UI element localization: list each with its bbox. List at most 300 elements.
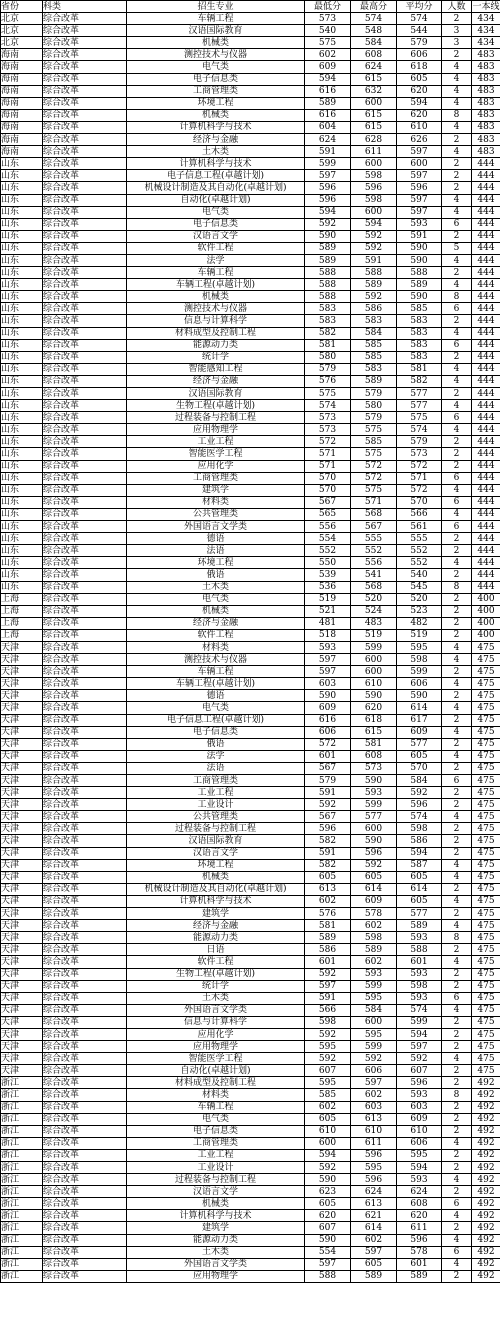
- cell-province: 山东: [1, 375, 43, 387]
- cell-first-tier-line: 475: [472, 944, 500, 956]
- cell-category: 综合改革: [43, 992, 127, 1004]
- cell-avg-score: 593: [397, 932, 442, 944]
- cell-avg-score: 587: [397, 859, 442, 871]
- cell-province: 山东: [1, 496, 43, 508]
- cell-count: 2: [442, 883, 472, 895]
- cell-first-tier-line: 475: [472, 859, 500, 871]
- cell-province: 天津: [1, 968, 43, 980]
- cell-min-score: 610: [305, 1125, 351, 1137]
- table-row: [1, 654, 500, 666]
- table-row: [1, 194, 500, 206]
- cell-avg-score: 595: [397, 1149, 442, 1161]
- cell-first-tier-line: 444: [472, 303, 500, 315]
- cell-category: 综合改革: [43, 533, 127, 545]
- cell-max-score: 483: [351, 617, 397, 629]
- cell-count: 4: [442, 508, 472, 520]
- cell-min-score: 575: [305, 388, 351, 400]
- table-row: [1, 787, 500, 799]
- cell-major: 计算机科学与技术: [127, 121, 305, 133]
- cell-category: 综合改革: [43, 678, 127, 690]
- cell-province: 山东: [1, 388, 43, 400]
- cell-first-tier-line: 483: [472, 49, 500, 61]
- table-row: [1, 254, 500, 266]
- table-body: [1, 13, 500, 1283]
- cell-max-score: 618: [351, 714, 397, 726]
- cell-min-score: 565: [305, 508, 351, 520]
- cell-count: 2: [442, 944, 472, 956]
- cell-category: 综合改革: [43, 908, 127, 920]
- cell-count: 2: [442, 1077, 472, 1089]
- cell-province: 浙江: [1, 1222, 43, 1234]
- cell-max-score: 599: [351, 1041, 397, 1053]
- table-row: [1, 920, 500, 932]
- cell-max-score: 586: [351, 303, 397, 315]
- table-row: [1, 146, 500, 158]
- cell-major: 材料类: [127, 641, 305, 653]
- cell-category: 综合改革: [43, 1174, 127, 1186]
- cell-min-score: 589: [305, 254, 351, 266]
- cell-max-score: 624: [351, 1186, 397, 1198]
- cell-province: 天津: [1, 714, 43, 726]
- cell-category: 综合改革: [43, 134, 127, 146]
- cell-avg-score: 520: [397, 593, 442, 605]
- cell-min-score: 556: [305, 521, 351, 533]
- cell-count: 2: [442, 799, 472, 811]
- cell-first-tier-line: 400: [472, 605, 500, 617]
- cell-count: 2: [442, 230, 472, 242]
- cell-category: 综合改革: [43, 267, 127, 279]
- cell-max-score: 568: [351, 581, 397, 593]
- cell-category: 综合改革: [43, 883, 127, 895]
- cell-province: 天津: [1, 1016, 43, 1028]
- cell-max-score: 606: [351, 1065, 397, 1077]
- table-row: [1, 61, 500, 73]
- cell-min-score: 589: [305, 97, 351, 109]
- cell-avg-score: 605: [397, 895, 442, 907]
- cell-avg-score: 574: [397, 424, 442, 436]
- cell-count: 2: [442, 1101, 472, 1113]
- cell-count: 8: [442, 581, 472, 593]
- cell-max-score: 600: [351, 823, 397, 835]
- cell-max-score: 592: [351, 242, 397, 254]
- cell-count: 2: [442, 1041, 472, 1053]
- cell-max-score: 600: [351, 1016, 397, 1028]
- cell-max-score: 596: [351, 182, 397, 194]
- table-row: [1, 726, 500, 738]
- cell-count: 4: [442, 702, 472, 714]
- cell-max-score: 610: [351, 1125, 397, 1137]
- cell-province: 山东: [1, 569, 43, 581]
- cell-min-score: 579: [305, 775, 351, 787]
- cell-max-score: 591: [351, 254, 397, 266]
- cell-max-score: 620: [351, 702, 397, 714]
- cell-major: 电气类: [127, 1113, 305, 1125]
- cell-first-tier-line: 475: [472, 908, 500, 920]
- cell-major: 德语: [127, 690, 305, 702]
- cell-min-score: 554: [305, 533, 351, 545]
- cell-count: 2: [442, 1028, 472, 1040]
- cell-major: 车辆工程: [127, 666, 305, 678]
- cell-min-score: 589: [305, 932, 351, 944]
- table-row: [1, 690, 500, 702]
- cell-major: 建筑学: [127, 1222, 305, 1234]
- table-row: [1, 557, 500, 569]
- cell-count: 4: [442, 1234, 472, 1246]
- cell-avg-score: 561: [397, 521, 442, 533]
- cell-max-score: 556: [351, 557, 397, 569]
- cell-category: 综合改革: [43, 73, 127, 85]
- cell-max-score: 613: [351, 1198, 397, 1210]
- cell-count: 2: [442, 617, 472, 629]
- cell-count: 6: [442, 412, 472, 424]
- cell-major: 能源动力类: [127, 1234, 305, 1246]
- cell-avg-score: 600: [397, 158, 442, 170]
- cell-min-score: 583: [305, 303, 351, 315]
- cell-count: 2: [442, 545, 472, 557]
- cell-count: 4: [442, 400, 472, 412]
- cell-category: 综合改革: [43, 702, 127, 714]
- cell-min-score: 582: [305, 835, 351, 847]
- cell-major: 信息与计算科学: [127, 315, 305, 327]
- cell-major: 土木类: [127, 581, 305, 593]
- cell-category: 综合改革: [43, 230, 127, 242]
- cell-province: 上海: [1, 593, 43, 605]
- cell-province: 天津: [1, 835, 43, 847]
- cell-major: 土木类: [127, 992, 305, 1004]
- cell-first-tier-line: 400: [472, 593, 500, 605]
- cell-major: 应用物理学: [127, 424, 305, 436]
- cell-min-score: 582: [305, 327, 351, 339]
- cell-major: 机械设计制造及其自动化(卓越计划): [127, 182, 305, 194]
- cell-count: 2: [442, 267, 472, 279]
- cell-first-tier-line: 475: [472, 666, 500, 678]
- cell-max-score: 600: [351, 97, 397, 109]
- cell-first-tier-line: 475: [472, 641, 500, 653]
- cell-category: 综合改革: [43, 1041, 127, 1053]
- cell-max-score: 575: [351, 424, 397, 436]
- cell-first-tier-line: 444: [472, 412, 500, 424]
- cell-avg-score: 599: [397, 666, 442, 678]
- cell-avg-score: 552: [397, 557, 442, 569]
- cell-category: 综合改革: [43, 545, 127, 557]
- cell-min-score: 576: [305, 908, 351, 920]
- cell-count: 2: [442, 158, 472, 170]
- cell-min-score: 536: [305, 581, 351, 593]
- cell-avg-score: 626: [397, 134, 442, 146]
- cell-first-tier-line: 475: [472, 775, 500, 787]
- header-category: 科类: [43, 1, 127, 13]
- cell-min-score: 606: [305, 726, 351, 738]
- cell-max-score: 579: [351, 412, 397, 424]
- cell-category: 综合改革: [43, 859, 127, 871]
- cell-major: 能源动力类: [127, 339, 305, 351]
- table-row: [1, 484, 500, 496]
- table-row: [1, 932, 500, 944]
- cell-first-tier-line: 444: [472, 254, 500, 266]
- cell-first-tier-line: 492: [472, 1246, 500, 1258]
- cell-count: 4: [442, 726, 472, 738]
- cell-major: 法语: [127, 545, 305, 557]
- cell-category: 综合改革: [43, 206, 127, 218]
- cell-avg-score: 590: [397, 254, 442, 266]
- table-row: [1, 73, 500, 85]
- cell-province: 天津: [1, 847, 43, 859]
- table-row: [1, 460, 500, 472]
- cell-min-score: 616: [305, 714, 351, 726]
- cell-count: 6: [442, 775, 472, 787]
- table-row: [1, 1174, 500, 1186]
- cell-avg-score: 609: [397, 726, 442, 738]
- cell-min-score: 540: [305, 25, 351, 37]
- cell-avg-score: 620: [397, 85, 442, 97]
- cell-major: 建筑学: [127, 484, 305, 496]
- table-row: [1, 363, 500, 375]
- cell-avg-score: 598: [397, 980, 442, 992]
- table-row: [1, 49, 500, 61]
- cell-count: 4: [442, 859, 472, 871]
- cell-province: 北京: [1, 13, 43, 25]
- cell-count: 2: [442, 448, 472, 460]
- cell-avg-score: 577: [397, 738, 442, 750]
- cell-min-score: 623: [305, 1186, 351, 1198]
- cell-max-score: 584: [351, 37, 397, 49]
- cell-count: 2: [442, 533, 472, 545]
- cell-first-tier-line: 475: [472, 1004, 500, 1016]
- table-row: [1, 1113, 500, 1125]
- cell-province: 浙江: [1, 1234, 43, 1246]
- cell-province: 山东: [1, 194, 43, 206]
- cell-category: 综合改革: [43, 1137, 127, 1149]
- cell-province: 山东: [1, 254, 43, 266]
- cell-province: 海南: [1, 73, 43, 85]
- cell-min-score: 580: [305, 351, 351, 363]
- cell-province: 天津: [1, 811, 43, 823]
- cell-category: 综合改革: [43, 460, 127, 472]
- cell-major: 计算机科学与技术: [127, 158, 305, 170]
- cell-min-score: 573: [305, 424, 351, 436]
- cell-province: 浙江: [1, 1137, 43, 1149]
- cell-category: 综合改革: [43, 726, 127, 738]
- cell-first-tier-line: 444: [472, 194, 500, 206]
- cell-category: 综合改革: [43, 1004, 127, 1016]
- cell-major: 工商管理类: [127, 775, 305, 787]
- table-row: [1, 109, 500, 121]
- cell-avg-score: 572: [397, 484, 442, 496]
- cell-province: 天津: [1, 1065, 43, 1077]
- cell-first-tier-line: 475: [472, 883, 500, 895]
- cell-first-tier-line: 492: [472, 1162, 500, 1174]
- cell-province: 浙江: [1, 1270, 43, 1282]
- cell-min-score: 552: [305, 545, 351, 557]
- cell-min-score: 605: [305, 1198, 351, 1210]
- cell-category: 综合改革: [43, 641, 127, 653]
- cell-category: 综合改革: [43, 279, 127, 291]
- cell-first-tier-line: 475: [472, 895, 500, 907]
- cell-province: 天津: [1, 883, 43, 895]
- cell-count: 4: [442, 146, 472, 158]
- cell-major: 汉语言文学: [127, 230, 305, 242]
- cell-category: 综合改革: [43, 690, 127, 702]
- cell-avg-score: 577: [397, 388, 442, 400]
- cell-avg-score: 545: [397, 581, 442, 593]
- cell-min-score: 596: [305, 194, 351, 206]
- table-row: [1, 1246, 500, 1258]
- cell-min-score: 616: [305, 85, 351, 97]
- table-header-row: [1, 1, 500, 13]
- cell-category: 综合改革: [43, 484, 127, 496]
- cell-max-score: 590: [351, 835, 397, 847]
- cell-count: 2: [442, 690, 472, 702]
- cell-max-score: 555: [351, 533, 397, 545]
- cell-max-score: 600: [351, 666, 397, 678]
- cell-major: 应用物理学: [127, 1270, 305, 1282]
- cell-max-score: 614: [351, 883, 397, 895]
- cell-major: 法学: [127, 254, 305, 266]
- cell-major: 过程装备与控制工程: [127, 823, 305, 835]
- cell-major: 应用化学: [127, 460, 305, 472]
- cell-avg-score: 482: [397, 617, 442, 629]
- cell-province: 海南: [1, 146, 43, 158]
- table-row: [1, 158, 500, 170]
- cell-max-score: 585: [351, 351, 397, 363]
- cell-first-tier-line: 483: [472, 109, 500, 121]
- cell-first-tier-line: 475: [472, 992, 500, 1004]
- cell-min-score: 613: [305, 883, 351, 895]
- cell-max-score: 519: [351, 629, 397, 641]
- cell-major: 工商管理类: [127, 1137, 305, 1149]
- cell-province: 天津: [1, 641, 43, 653]
- cell-count: 4: [442, 811, 472, 823]
- cell-avg-score: 610: [397, 1125, 442, 1137]
- cell-first-tier-line: 483: [472, 146, 500, 158]
- cell-province: 海南: [1, 85, 43, 97]
- cell-first-tier-line: 492: [472, 1101, 500, 1113]
- cell-category: 综合改革: [43, 400, 127, 412]
- table-row: [1, 170, 500, 182]
- cell-max-score: 571: [351, 496, 397, 508]
- cell-max-score: 593: [351, 968, 397, 980]
- cell-avg-score: 608: [397, 1198, 442, 1210]
- cell-max-score: 599: [351, 799, 397, 811]
- cell-category: 综合改革: [43, 944, 127, 956]
- cell-province: 山东: [1, 303, 43, 315]
- cell-avg-score: 594: [397, 1028, 442, 1040]
- cell-min-score: 567: [305, 762, 351, 774]
- cell-min-score: 603: [305, 678, 351, 690]
- cell-min-score: 624: [305, 134, 351, 146]
- cell-avg-score: 577: [397, 400, 442, 412]
- table-row: [1, 134, 500, 146]
- cell-max-score: 524: [351, 605, 397, 617]
- table-row: [1, 472, 500, 484]
- table-row: [1, 303, 500, 315]
- cell-avg-score: 586: [397, 835, 442, 847]
- cell-avg-score: 618: [397, 61, 442, 73]
- cell-first-tier-line: 444: [472, 521, 500, 533]
- cell-first-tier-line: 475: [472, 1041, 500, 1053]
- cell-min-score: 519: [305, 593, 351, 605]
- cell-count: 6: [442, 992, 472, 1004]
- cell-category: 综合改革: [43, 49, 127, 61]
- cell-min-score: 570: [305, 472, 351, 484]
- table-row: [1, 641, 500, 653]
- cell-max-score: 598: [351, 194, 397, 206]
- cell-major: 汉语言文学: [127, 847, 305, 859]
- cell-major: 智能医学工程: [127, 1053, 305, 1065]
- cell-province: 山东: [1, 412, 43, 424]
- cell-category: 综合改革: [43, 218, 127, 230]
- cell-min-score: 582: [305, 859, 351, 871]
- table-row: [1, 13, 500, 25]
- cell-first-tier-line: 444: [472, 424, 500, 436]
- cell-max-score: 593: [351, 787, 397, 799]
- cell-province: 山东: [1, 170, 43, 182]
- cell-max-score: 595: [351, 1162, 397, 1174]
- cell-max-score: 583: [351, 315, 397, 327]
- table-row: [1, 629, 500, 641]
- cell-first-tier-line: 492: [472, 1077, 500, 1089]
- cell-count: 6: [442, 496, 472, 508]
- cell-count: 2: [442, 714, 472, 726]
- cell-max-score: 632: [351, 85, 397, 97]
- table-row: [1, 871, 500, 883]
- cell-first-tier-line: 483: [472, 134, 500, 146]
- cell-avg-score: 620: [397, 109, 442, 121]
- table-row: [1, 315, 500, 327]
- cell-category: 综合改革: [43, 1077, 127, 1089]
- cell-min-score: 570: [305, 484, 351, 496]
- table-row: [1, 980, 500, 992]
- cell-count: 6: [442, 521, 472, 533]
- cell-max-score: 592: [351, 230, 397, 242]
- cell-count: 2: [442, 315, 472, 327]
- table-row: [1, 1198, 500, 1210]
- cell-min-score: 592: [305, 1162, 351, 1174]
- table-row: [1, 1137, 500, 1149]
- cell-avg-score: 570: [397, 496, 442, 508]
- cell-major: 应用物理学: [127, 1041, 305, 1053]
- cell-first-tier-line: 444: [472, 327, 500, 339]
- cell-max-score: 614: [351, 1222, 397, 1234]
- cell-first-tier-line: 444: [472, 375, 500, 387]
- cell-max-score: 590: [351, 775, 397, 787]
- table-row: [1, 97, 500, 109]
- cell-min-score: 592: [305, 218, 351, 230]
- cell-count: 4: [442, 1210, 472, 1222]
- cell-province: 山东: [1, 158, 43, 170]
- cell-avg-score: 593: [397, 992, 442, 1004]
- cell-province: 天津: [1, 920, 43, 932]
- cell-avg-score: 594: [397, 1162, 442, 1174]
- cell-min-score: 590: [305, 1174, 351, 1186]
- cell-count: 2: [442, 847, 472, 859]
- cell-first-tier-line: 444: [472, 533, 500, 545]
- cell-major: 工业设计: [127, 799, 305, 811]
- table-row: [1, 218, 500, 230]
- cell-first-tier-line: 444: [472, 484, 500, 496]
- cell-avg-score: 599: [397, 1016, 442, 1028]
- table-row: [1, 944, 500, 956]
- cell-province: 山东: [1, 327, 43, 339]
- cell-category: 综合改革: [43, 811, 127, 823]
- cell-first-tier-line: 444: [472, 363, 500, 375]
- cell-count: 2: [442, 1270, 472, 1282]
- cell-max-score: 595: [351, 1028, 397, 1040]
- cell-min-score: 566: [305, 1004, 351, 1016]
- cell-province: 天津: [1, 702, 43, 714]
- cell-first-tier-line: 475: [472, 702, 500, 714]
- cell-major: 工业工程: [127, 787, 305, 799]
